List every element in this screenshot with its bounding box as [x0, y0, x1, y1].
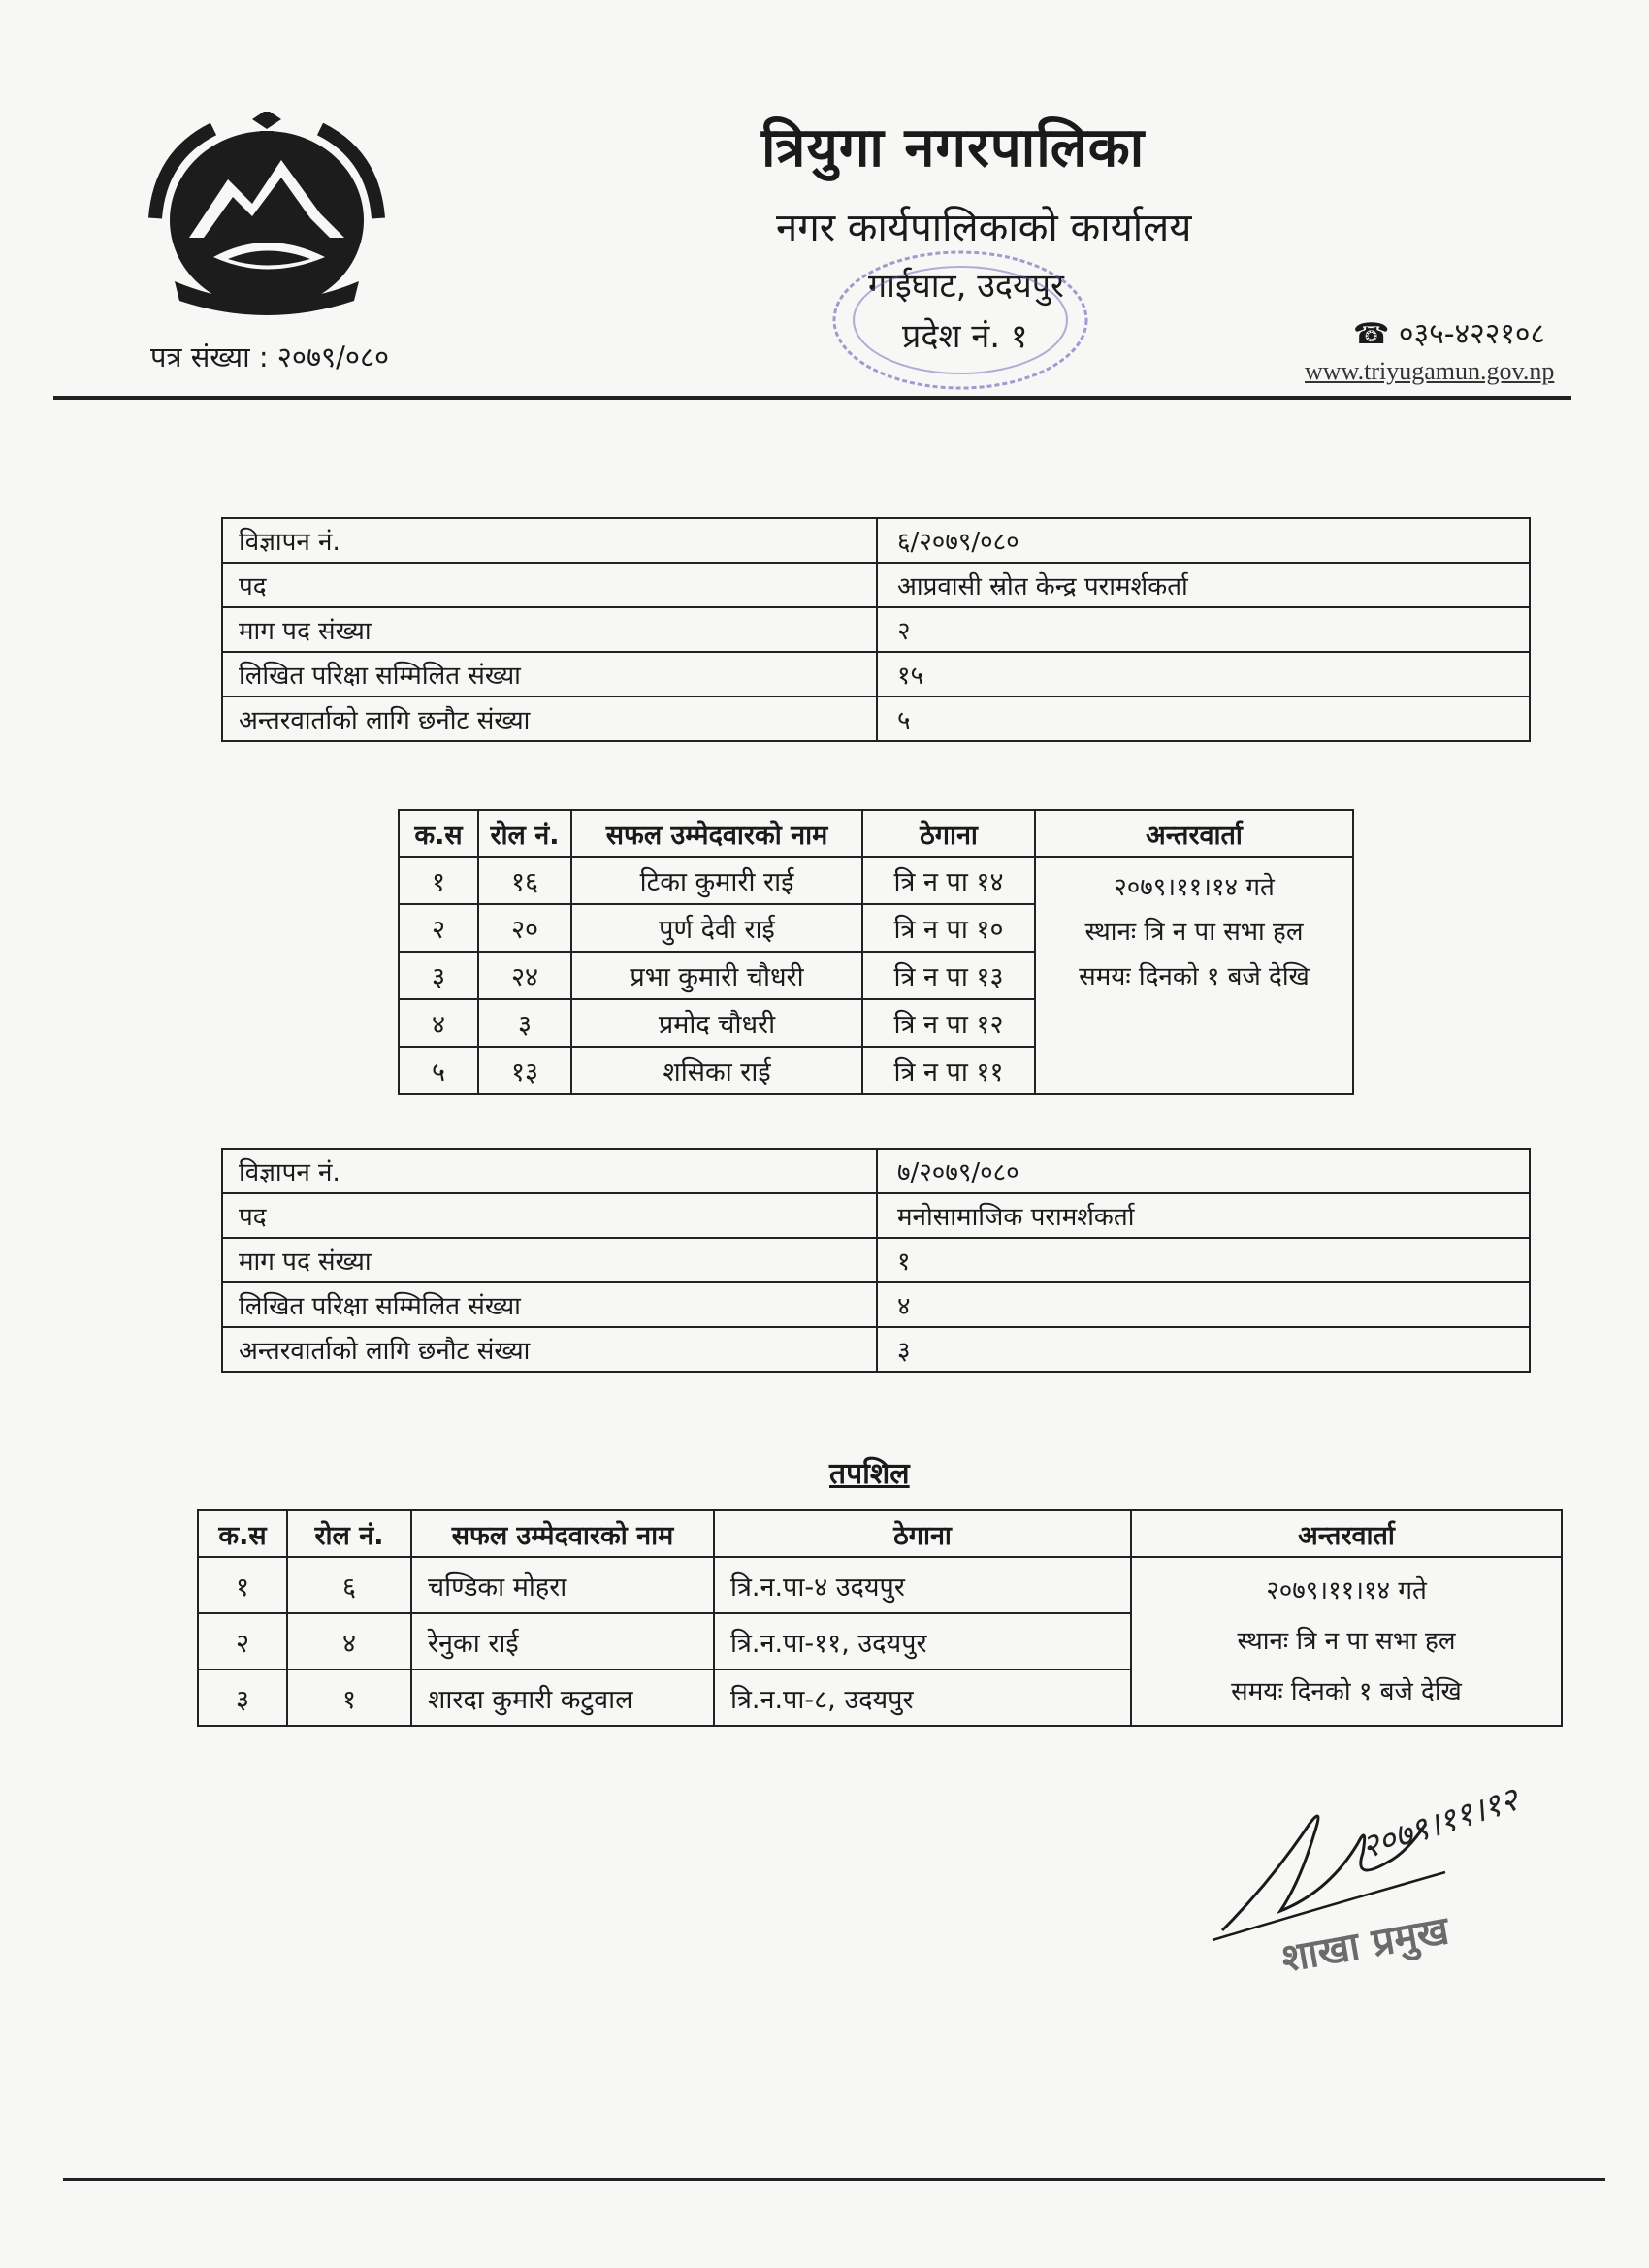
cell-address: त्रि न पा १२ [862, 999, 1035, 1047]
advertisement-number-value: ६/२०७९/०८० [877, 518, 1530, 563]
shortlisted-count-value: ५ [877, 697, 1530, 741]
cell-sn: २ [198, 1613, 287, 1669]
position-value: आप्रवासी स्रोत केन्द्र परामर्शकर्ता [877, 563, 1530, 607]
cell-address: त्रि.न.पा-४ उदयपुर [714, 1557, 1131, 1613]
table-row [222, 518, 1530, 563]
candidates-table-1 [398, 809, 1354, 1095]
cell-name: शसिका राई [571, 1047, 862, 1094]
column-header-interview: अन्तरवार्ता [1131, 1510, 1562, 1557]
table-row [222, 1193, 1530, 1238]
interview-venue: स्थानः त्रि न पा सभा हल [1237, 1627, 1456, 1656]
exam-participants-value: ४ [877, 1282, 1530, 1327]
demanded-posts-label: माग पद संख्या [222, 1238, 877, 1282]
cell-roll: १ [287, 1669, 411, 1726]
table-row [222, 607, 1530, 652]
table-row [222, 652, 1530, 697]
cell-address: त्रि न पा ११ [862, 1047, 1035, 1094]
cell-sn: ४ [399, 999, 478, 1047]
interview-date: २०७९।११।१४ गते [1266, 1576, 1427, 1605]
demanded-posts-value: २ [877, 607, 1530, 652]
table-row [222, 697, 1530, 741]
interview-date: २०७९।११।१४ गते [1114, 873, 1275, 902]
demanded-posts-label: माग पद संख्या [222, 607, 877, 652]
header-divider [53, 396, 1571, 400]
cell-sn: १ [399, 857, 478, 904]
table-row [399, 857, 1353, 904]
cell-address: त्रि.न.पा-११, उदयपुर [714, 1613, 1131, 1669]
cell-name: पुर्ण देवी राई [571, 904, 862, 952]
nepal-emblem-icon [136, 112, 398, 330]
shortlisted-count-value: ३ [877, 1327, 1530, 1372]
table-row [222, 1327, 1530, 1372]
cell-address: त्रि न पा १० [862, 904, 1035, 952]
shortlisted-count-label: अन्तरवार्ताको लागि छनौट संख्या [222, 1327, 877, 1372]
cell-sn: ३ [198, 1669, 287, 1726]
office-address: गाईघाट, उदयपुर [868, 267, 1064, 306]
cell-roll: १६ [478, 857, 571, 904]
advertisement-number-value: ७/२०७९/०८० [877, 1149, 1530, 1193]
position-value: मनोसामाजिक परामर्शकर्ता [877, 1193, 1530, 1238]
table-row [222, 563, 1530, 607]
cell-sn: १ [198, 1557, 287, 1613]
position-label: पद [222, 563, 877, 607]
footer-divider [63, 2178, 1605, 2181]
website-link[interactable]: www.triyugamun.gov.np [1305, 357, 1555, 385]
table-row [222, 1149, 1530, 1193]
table-row [222, 1282, 1530, 1327]
shortlisted-count-label: अन्तरवार्ताको लागि छनौट संख्या [222, 697, 877, 741]
table-row [198, 1557, 1562, 1613]
table-row [222, 1238, 1530, 1282]
table-header-row [399, 810, 1353, 857]
details-heading: तपशिल [829, 1457, 910, 1491]
cell-roll: ३ [478, 999, 571, 1047]
signatory-title-stamp: शाखा प्रमुख [1277, 1908, 1453, 1982]
interview-details [1035, 857, 1353, 1094]
cell-name: प्रमोद चौधरी [571, 999, 862, 1047]
cell-roll: २४ [478, 952, 571, 999]
cell-name: शारदा कुमारी कटुवाल [411, 1669, 714, 1726]
office-name: नगर कार्यपालिकाको कार्यालय [776, 206, 1192, 250]
province-name: प्रदेश नं. १ [902, 317, 1028, 356]
cell-roll: २० [478, 904, 571, 952]
column-header-interview: अन्तरवार्ता [1035, 810, 1353, 857]
cell-address: त्रि न पा १४ [862, 857, 1035, 904]
cell-address: त्रि न पा १३ [862, 952, 1035, 999]
exam-participants-value: १५ [877, 652, 1530, 697]
cell-roll: ६ [287, 1557, 411, 1613]
table-header-row [198, 1510, 1562, 1557]
column-header-roll: रोल नं. [287, 1510, 411, 1557]
cell-sn: २ [399, 904, 478, 952]
cell-sn: ३ [399, 952, 478, 999]
column-header-address: ठेगाना [714, 1510, 1131, 1557]
demanded-posts-value: १ [877, 1238, 1530, 1282]
cell-roll: १३ [478, 1047, 571, 1094]
column-header-roll: रोल नं. [478, 810, 571, 857]
office-stamp-icon [815, 243, 1106, 437]
interview-details [1131, 1557, 1562, 1726]
cell-name: रेनुका राई [411, 1613, 714, 1669]
advertisement-number-label: विज्ञापन नं. [222, 518, 877, 563]
exam-participants-label: लिखित परिक्षा सम्मिलित संख्या [222, 1282, 877, 1327]
cell-name: प्रभा कुमारी चौधरी [571, 952, 862, 999]
column-header-name: सफल उम्मेदवारको नाम [571, 810, 862, 857]
interview-time: समयः दिनको १ बजे देखि [1231, 1677, 1462, 1706]
cell-name: चण्डिका मोहरा [411, 1557, 714, 1613]
column-header-sn: क.स [399, 810, 478, 857]
interview-time: समयः दिनको १ बजे देखि [1079, 962, 1310, 991]
cell-roll: ४ [287, 1613, 411, 1669]
cell-address: त्रि.न.पा-८, उदयपुर [714, 1669, 1131, 1726]
reference-number: पत्र संख्या : २०७९/०८० [150, 340, 390, 373]
interview-venue: स्थानः त्रि न पा सभा हल [1084, 918, 1304, 947]
signature-date: २०७९।११।१२ [1356, 1780, 1523, 1867]
exam-participants-label: लिखित परिक्षा सम्मिलित संख्या [222, 652, 877, 697]
advertisement-number-label: विज्ञापन नं. [222, 1149, 877, 1193]
candidates-table-2 [197, 1509, 1563, 1727]
municipality-name: त्रियुगा नगरपालिका [761, 116, 1146, 179]
phone-number: ☎ ०३५-४२२१०८ [1353, 317, 1546, 351]
advertisement-info-table-1 [221, 517, 1531, 742]
column-header-name: सफल उम्मेदवारको नाम [411, 1510, 714, 1557]
advertisement-info-table-2 [221, 1148, 1531, 1373]
column-header-sn: क.स [198, 1510, 287, 1557]
cell-name: टिका कुमारी राई [571, 857, 862, 904]
column-header-address: ठेगाना [862, 810, 1035, 857]
cell-sn: ५ [399, 1047, 478, 1094]
position-label: पद [222, 1193, 877, 1238]
